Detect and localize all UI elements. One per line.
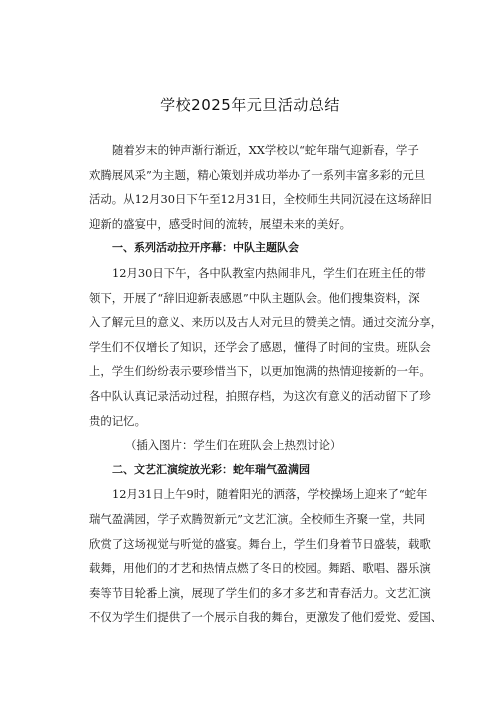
- intro-line: 欢腾展风采”为主题，精心策划并成功举办了一系列丰富多彩的元旦: [89, 167, 426, 182]
- paragraph-line: 领下，开展了“辞旧迎新表感恩”中队主题队会。他们搜集资料，深: [89, 290, 420, 305]
- image-placeholder-caption: （插入图片：学生们在班队会上热烈讨论）: [125, 438, 342, 453]
- paragraph-line: 奏等节目轮番上演，展现了学生们的多才多艺和青春活力。文艺汇演: [89, 585, 431, 600]
- paragraph-line: 贵的记忆。: [89, 413, 146, 428]
- paragraph-line: 上，学生们纷纷表示要珍惜当下，以更加饱满的热情迎接新的一年。: [89, 364, 431, 379]
- intro-line: 迎新的盛宴中，感受时间的流转，展望未来的美好。: [89, 216, 351, 231]
- intro-line: 随着岁末的钟声渐行渐近，XX学校以“蛇年瑞气迎新春，学子: [112, 143, 419, 157]
- document-body: [89, 138, 443, 630]
- paragraph-line: 学生们不仅增长了知识，还学会了感恩，懂得了时间的宝贵。班队会: [89, 339, 431, 354]
- intro-line: 活动。从12月30日下午至12月31日，全校师生共同沉浸在这场辞旧: [89, 192, 432, 207]
- paragraph-line: 12月30日下午，各中队教室内热闹非凡，学生们在班主任的带: [112, 265, 426, 280]
- paragraph-line: 各中队认真记录活动过程，拍照存档，为这次有意义的活动留下了珍: [89, 388, 431, 403]
- paragraph-line: 载舞，用他们的才艺和热情点燃了冬日的校园。舞蹈、歌唱、器乐演: [89, 561, 431, 576]
- section-heading: 一、系列活动拉开序幕：中队主题队会: [112, 241, 299, 255]
- paragraph-line: 不仅为学生们提供了一个展示自我的舞台，更激发了他们爱党、爱国、: [89, 610, 443, 625]
- paragraph-line: 入了解元旦的意义、来历以及古人对元旦的赞美之情。通过交流分享，: [89, 315, 443, 330]
- section-heading: 二、文艺汇演绽放光彩：蛇年瑞气盈满园: [112, 462, 310, 476]
- page-title: 学校2025年元旦活动总结: [160, 96, 340, 114]
- paragraph-line: 欣赏了这场视觉与听觉的盛宴。舞台上，学生们身着节日盛装，载歌: [89, 536, 431, 551]
- paragraph-line: 12月31日上午9时，随着阳光的洒落，学校操场上迎来了“蛇年: [112, 487, 428, 502]
- paragraph-line: 瑞气盈满园，学子欢腾贺新元”文艺汇演。全校师生齐聚一堂，共同: [89, 511, 426, 526]
